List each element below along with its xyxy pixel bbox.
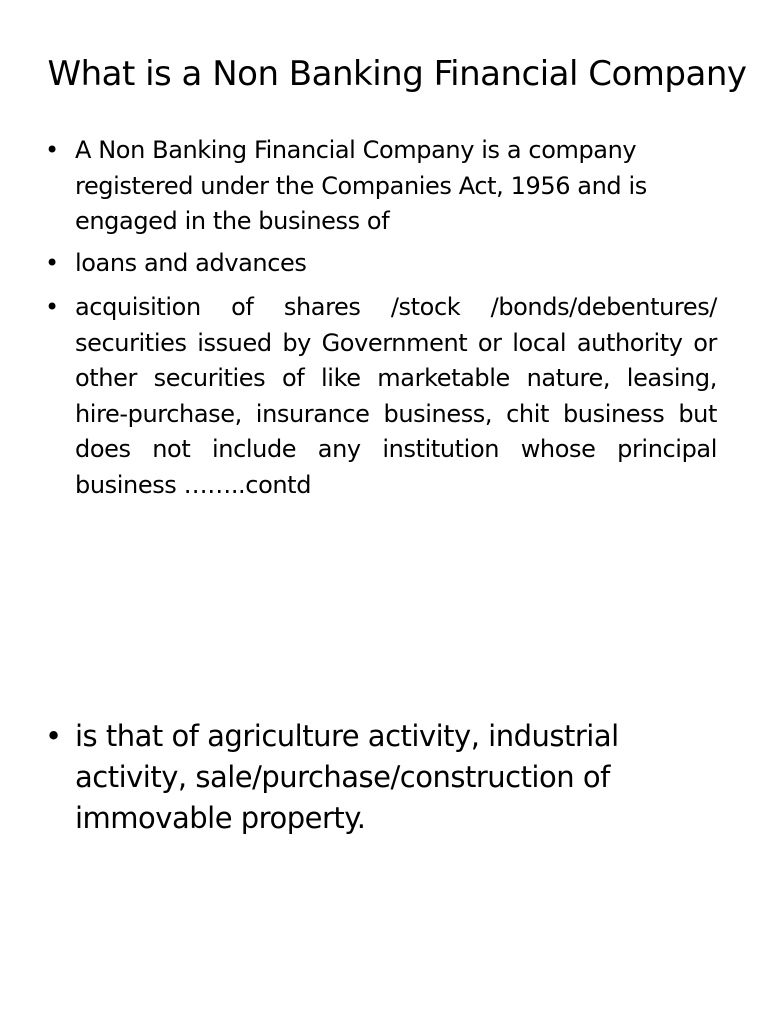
bullet-item-acquisition <box>45 290 717 503</box>
bullet-item-exclusion <box>45 716 717 839</box>
bullet-text: acquisition of shares /stock /bonds/debentures/ securities issued by Government or local authority or other securities of like marketable nature, leasing, hire-purchase, insurance business, chit business but does not include any institution whose principal business ……..contd <box>75 293 717 499</box>
bullet-marker: • <box>45 719 62 753</box>
bullet-text: loans and advances <box>75 249 307 277</box>
slide-title: What is a Non Banking Financial Company <box>47 54 747 94</box>
bullet-text: A Non Banking Financial Company is a company registered under the Companies Act, 1956 and is engaged in the business of <box>75 136 647 235</box>
bullet-text: is that of agriculture activity, industrial activity, sale/purchase/construction of immovable property. <box>75 719 619 835</box>
bullet-item-nbfc-definition <box>45 133 717 240</box>
bullet-marker: • <box>45 293 59 321</box>
bullet-item-loans <box>45 246 717 282</box>
bullet-marker: • <box>45 249 59 277</box>
bullet-marker: • <box>45 136 59 164</box>
